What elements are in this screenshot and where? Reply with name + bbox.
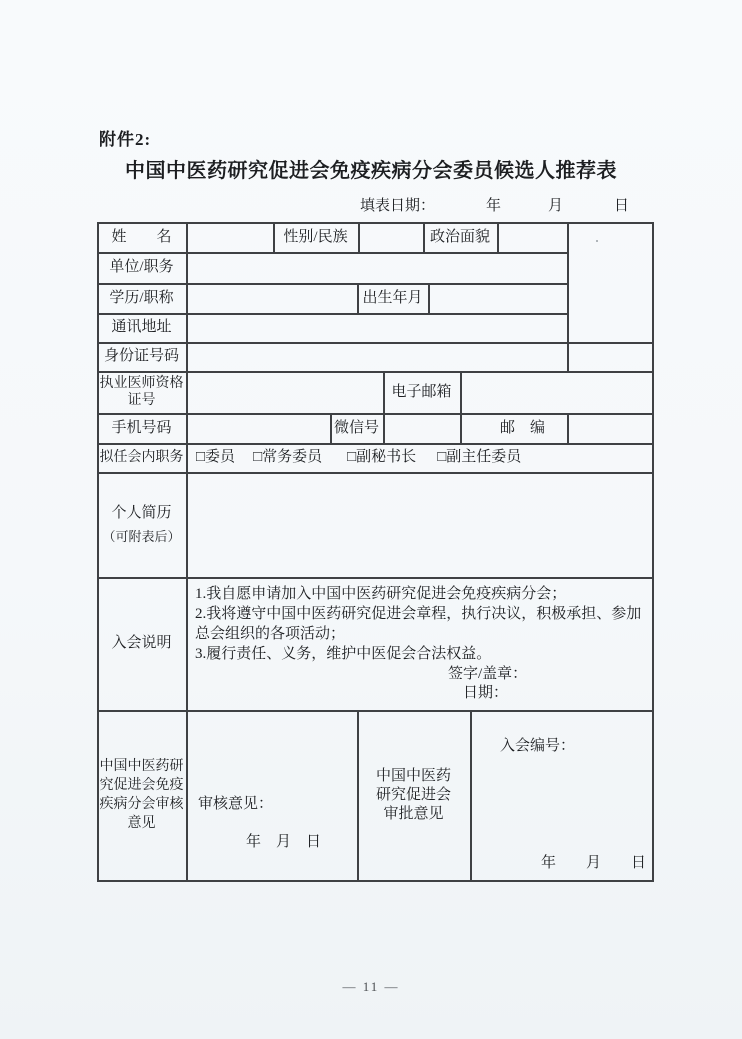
border-line [652,222,654,882]
postcode-value-cell [569,415,650,441]
approval-cell [470,710,652,880]
scan-artifact-dot [596,240,598,242]
physician-license-label-line2: 证号 [127,393,156,408]
membership-statement-label: 入会说明 [111,635,172,652]
political-status-value-cell [499,224,565,250]
approval-label-line: 中国中医药 [375,767,451,784]
fill-date-day-label: 日 [614,198,630,214]
approval-label-line: 审批意见 [383,805,444,822]
statement-item: 2.我将遵守中国中医药研究促进会章程，执行决议，积极承担、参加总会组织的各项活动； [195,606,642,642]
checkbox-option-deputy-chairman: □副主任委员 [437,449,522,466]
mobile-number-value-cell [188,415,328,441]
page-number: — 11 — [342,979,400,994]
email-label: 电子邮箱 [391,383,452,400]
work-unit-value-cell [188,254,565,281]
fill-date-year-label: 年 [486,198,502,214]
resume-value-cell [188,474,650,575]
branch-review-line: 意见 [127,816,156,831]
physician-license-label [97,371,186,413]
branch-review-line: 中国中医药研 [99,759,184,774]
work-unit-label: 单位/职务 [109,259,174,276]
checkbox-option-deputy-secretary: □副秘书长 [347,449,417,466]
proposed-position-label: 拟任会内职务 [99,449,184,465]
checkbox-option-standing-member: □常务委员 [253,449,323,466]
education-title-value-cell [188,285,355,311]
id-number-label: 身份证号码 [103,348,179,365]
name-label: 姓 名 [111,228,172,245]
birth-date-label: 出生年月 [362,289,423,306]
approval-label [357,710,470,880]
gender-ethnicity-label: 性别/民族 [283,228,348,245]
signature-seal-label: 签字/盖章： [448,666,528,682]
wechat-value-cell [385,415,458,441]
physician-license-value-cell [188,373,381,411]
resume-label-line1: 个人简历 [111,504,172,521]
name-value-cell [188,224,271,250]
mobile-number-label: 手机号码 [111,419,172,436]
review-opinion-cell [186,710,357,880]
fill-date-month-label: 月 [548,198,564,214]
approval-date-line: 年 月 日 [540,855,646,871]
proposed-position-options [186,443,652,472]
border-line [97,880,654,882]
review-opinion-label: 审核意见： [198,796,274,812]
signature-date-label: 日期： [463,685,509,701]
education-title-label: 学历/职称 [109,289,174,306]
wechat-label: 微信号 [333,419,379,436]
branch-review-line: 究促进会免疫 [99,778,184,793]
id-number-right-cell [569,344,650,369]
attachment-label: 附件2: [99,130,152,149]
email-value-cell [462,373,650,411]
mailing-address-label: 通讯地址 [111,319,172,336]
mailing-address-value-cell [188,315,565,340]
membership-statement-content [186,577,652,710]
postcode-label: 邮 编 [499,419,545,436]
resume-label-line2: （可附表后） [102,528,181,544]
statement-item: 1.我自愿申请加入中国中医药研究促进会免疫疾病分会； [195,586,567,602]
resume-label [97,472,186,577]
branch-review-label [97,710,186,880]
id-number-value-cell [188,344,565,369]
branch-review-line: 疾病分会审核 [99,797,184,812]
political-status-label: 政治面貌 [429,228,490,245]
physician-license-label-line1: 执业医师资格 [99,376,184,391]
membership-number-label: 入会编号： [500,738,576,754]
review-date-line: 年 月 日 [246,834,322,850]
statement-item: 3.履行责任、义务，维护中医促会合法权益。 [195,646,492,662]
fill-date-label: 填表日期： [360,198,436,214]
checkbox-option-member: □委员 [196,449,236,466]
approval-label-line: 研究促进会 [375,786,451,803]
birth-date-value-cell [430,285,565,311]
photo-area [569,224,650,340]
gender-ethnicity-value-cell [360,224,421,250]
form-title: 中国中医药研究促进会免疫疾病分会委员候选人推荐表 [125,160,617,182]
